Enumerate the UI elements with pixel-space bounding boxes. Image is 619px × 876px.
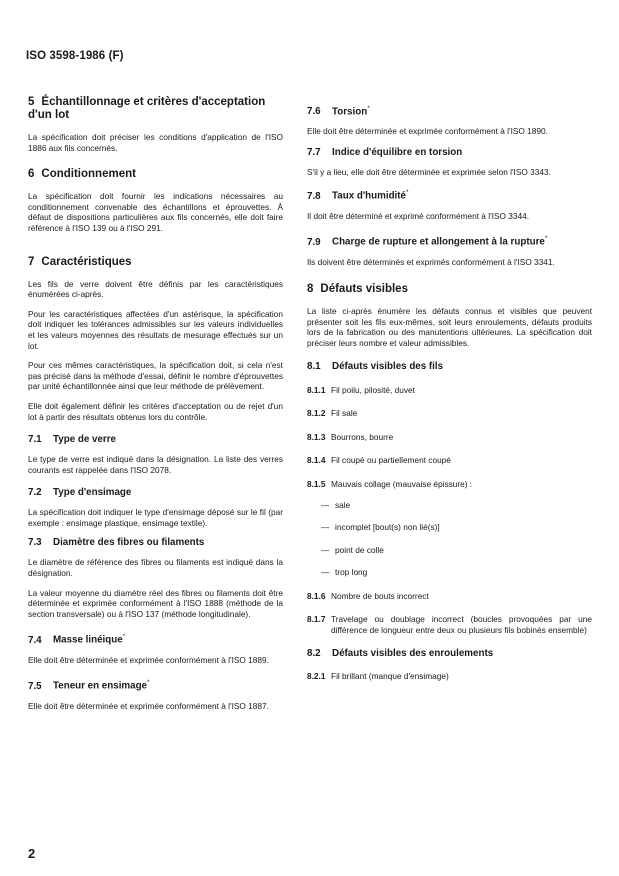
section-7 (28, 256, 283, 423)
section-7-3-heading (28, 537, 283, 549)
item-number: 8.1.4 (307, 455, 326, 466)
section-title: Torsion (332, 106, 368, 118)
paragraph: Les fils de verre doivent être définis par les caractéristiques énumérées ci-après. (28, 278, 283, 300)
dash-item (307, 522, 592, 533)
section-title: Échantillonnage et critères d'acceptation d'un lot (28, 96, 266, 121)
item-text: Fil sale (331, 408, 358, 419)
dash-mark: — (321, 522, 330, 533)
item-number: 8.2.1 (307, 670, 326, 681)
item-text: Fil brillant (manque d'ensimage) (331, 670, 449, 681)
section-7-5-heading (28, 677, 283, 692)
dash-text: point de colle (335, 544, 384, 555)
section-7-3 (28, 537, 283, 619)
section-7-4 (28, 631, 283, 665)
section-7-8-heading (307, 187, 592, 202)
dash-mark: — (321, 567, 330, 578)
paragraph: Elle doit également définir les critères d'acceptation ou de rejet d'un lot à partir des résultats obtenus lors du contrôle. (28, 400, 283, 422)
paragraph: La spécification doit préciser les conditions d'application de l'ISO 1886 aux fils concernés. (28, 132, 283, 153)
list-item (307, 432, 592, 443)
paragraph: La spécification doit indiquer le type d'ensimage déposé sur le fil (par exemple : ensimage plastique, ensimage textile). (28, 507, 283, 528)
section-number: 7.1 (28, 434, 42, 446)
section-8-1-heading (307, 361, 592, 373)
section-number: 7.7 (307, 146, 321, 158)
item-number: 8.1.6 (307, 590, 326, 601)
section-title: Conditionnement (41, 168, 136, 181)
section-7-1 (28, 434, 283, 475)
list-item (307, 455, 592, 466)
section-number: 8.2 (307, 647, 321, 659)
section-5 (28, 96, 283, 153)
section-title: Défauts visibles des fils (332, 360, 444, 372)
section-8 (307, 283, 592, 348)
section-number: 8 (307, 283, 314, 296)
section-7-9-heading (307, 233, 592, 248)
item-number: 8.1.7 (307, 614, 326, 625)
dash-text: sale (335, 499, 351, 510)
dash-mark: — (321, 499, 330, 510)
section-title: Type d'ensimage (53, 487, 132, 499)
section-8-2-heading (307, 648, 592, 660)
section-number: 5 (28, 96, 35, 108)
section-number: 8.1 (307, 360, 321, 372)
page-number: 2 (28, 846, 36, 861)
list-item (307, 408, 592, 419)
section-number: 7.5 (28, 680, 42, 692)
asterisk: * (544, 235, 548, 243)
section-number: 7.2 (28, 487, 42, 499)
item-number: 8.1.1 (307, 384, 326, 395)
section-title: Masse linéique (53, 634, 123, 646)
section-title: Teneur en ensimage (53, 680, 148, 692)
item-number: 8.1.3 (307, 431, 326, 442)
section-number: 7.6 (307, 106, 321, 118)
item-number: 8.1.5 (307, 478, 326, 489)
section-8-heading (307, 283, 592, 296)
section-8-2 (307, 648, 592, 682)
item-text: Travelage ou doublage incorrect (boucles provoquées par une différence de longueur entre deux ou plusieurs fils bobinés ensemble) (331, 614, 592, 636)
paragraph: Le diamètre de référence des fibres ou filaments est indiqué dans la désignation. (28, 557, 283, 579)
left-column (28, 96, 283, 720)
section-7-5 (28, 677, 283, 711)
section-title: Défauts visibles (320, 283, 408, 296)
section-7-heading (28, 256, 283, 269)
section-7-7 (307, 147, 592, 178)
section-title: Indice d'équilibre en torsion (332, 146, 463, 158)
item-text: Fil poilu, pilosité, duvet (331, 384, 415, 395)
section-number: 6 (28, 168, 35, 181)
section-number: 7.4 (28, 634, 42, 646)
list-item (307, 614, 592, 635)
paragraph: La spécification doit fournir les indications nécessaires au conditionnement convenable des échantillons et éprouvettes. À défaut de dispositions particulières aux fils concernés, elle doit faire référence à l'ISO 139 ou à l'ISO 291. (28, 191, 283, 233)
section-title: Type de verre (53, 434, 116, 446)
section-7-2 (28, 487, 283, 528)
list-item (307, 385, 592, 396)
item-text: Mauvais collage (mauvaise épissure) : (331, 478, 473, 489)
section-7-6 (307, 103, 592, 137)
dash-item (307, 500, 592, 511)
page-header: ISO 3598-1986 (F) (26, 50, 124, 62)
section-number: 7.3 (28, 537, 42, 549)
section-7-4-heading (28, 631, 283, 646)
dash-item (307, 567, 592, 578)
section-7-1-heading (28, 434, 283, 446)
paragraph: La liste ci-après énumère les défauts connus et visibles que peuvent présenter soit les fils eux-mêmes, soit leurs enroulements, défauts produits lors de la fabrication ou des manutentions ultérieures. La spécification doit préciser leurs nombre et valeur admissibles. (307, 306, 592, 348)
paragraph: La valeur moyenne du diamètre réel des fibres ou filaments doit être déterminée et exprimée conformément à l'ISO 1888 (méthode de la section transversale) ou à l'ISO 137 (méthode longitudinale). (28, 587, 283, 619)
dash-text: incomplet [bout(s) non lié(s)] (335, 522, 440, 533)
section-number: 7.9 (307, 236, 321, 248)
list-item (307, 591, 592, 602)
section-7-7-heading (307, 147, 592, 159)
item-number: 8.1.2 (307, 408, 326, 419)
asterisk: * (367, 105, 370, 112)
paragraph: Le type de verre est indiqué dans la désignation. La liste des verres courants est rappelée dans l'ISO 2078. (28, 454, 283, 475)
section-title: Caractéristiques (41, 255, 132, 268)
item-text: Nombre de bouts incorrect (331, 590, 429, 601)
asterisk: * (406, 189, 409, 197)
paragraph: Elle doit être déterminée et exprimée conformément à l'ISO 1887. (28, 700, 269, 711)
section-7-2-heading (28, 487, 283, 499)
asterisk: * (147, 679, 150, 687)
section-7-8 (307, 187, 592, 221)
paragraph: Il doit être déterminé et exprimé conformément à l'ISO 3344. (307, 210, 530, 221)
section-5-heading (28, 96, 283, 122)
section-title: Charge de rupture et allongement à la rupture (332, 236, 545, 248)
section-title: Diamètre des fibres ou filaments (53, 537, 205, 549)
section-8-1 (307, 361, 592, 636)
section-6 (28, 168, 283, 233)
item-text: Fil coupé ou partiellement coupé (331, 455, 451, 466)
section-title: Défauts visibles des enroulements (332, 647, 494, 659)
paragraph: Pour les caractéristiques affectées d'un astérisque, la spécification doit indiquer les tolérances admissibles sur les valeurs individuelles et les valeurs moyennes des résultats de mesurage effectués sur un lot. (28, 308, 283, 351)
paragraph: Elle doit être déterminée et exprimée conformément à l'ISO 1889. (28, 654, 269, 665)
section-7-6-heading (307, 103, 592, 118)
list-item (307, 671, 592, 682)
paragraph: Elle doit être déterminée et exprimée conformément à l'ISO 1890. (307, 126, 548, 137)
asterisk: * (122, 633, 126, 641)
paragraph: Ils doivent être déterminés et exprimés conformément à l'ISO 3341. (307, 256, 555, 267)
dash-mark: — (321, 544, 330, 555)
paragraph: S'il y a lieu, elle doit être déterminée et exprimée selon l'ISO 3343. (307, 166, 551, 177)
list-item (307, 479, 592, 490)
right-column (307, 103, 592, 681)
section-6-heading (28, 168, 283, 181)
item-text: Bourrons, bourre (331, 431, 394, 442)
section-number: 7 (28, 255, 35, 268)
section-7-9 (307, 233, 592, 267)
paragraph: Pour ces mêmes caractéristiques, la spécification doit, si cela n'est pas précisé dans la méthode d'essai, définir le nombre d'éprouvettes par unité échantillonnée ainsi que leur méthode de prélèvement. (28, 360, 283, 392)
dash-text: trop long (335, 567, 368, 578)
dash-item (307, 545, 592, 556)
section-title: Taux d'humidité (332, 190, 406, 202)
section-number: 7.8 (307, 190, 321, 202)
